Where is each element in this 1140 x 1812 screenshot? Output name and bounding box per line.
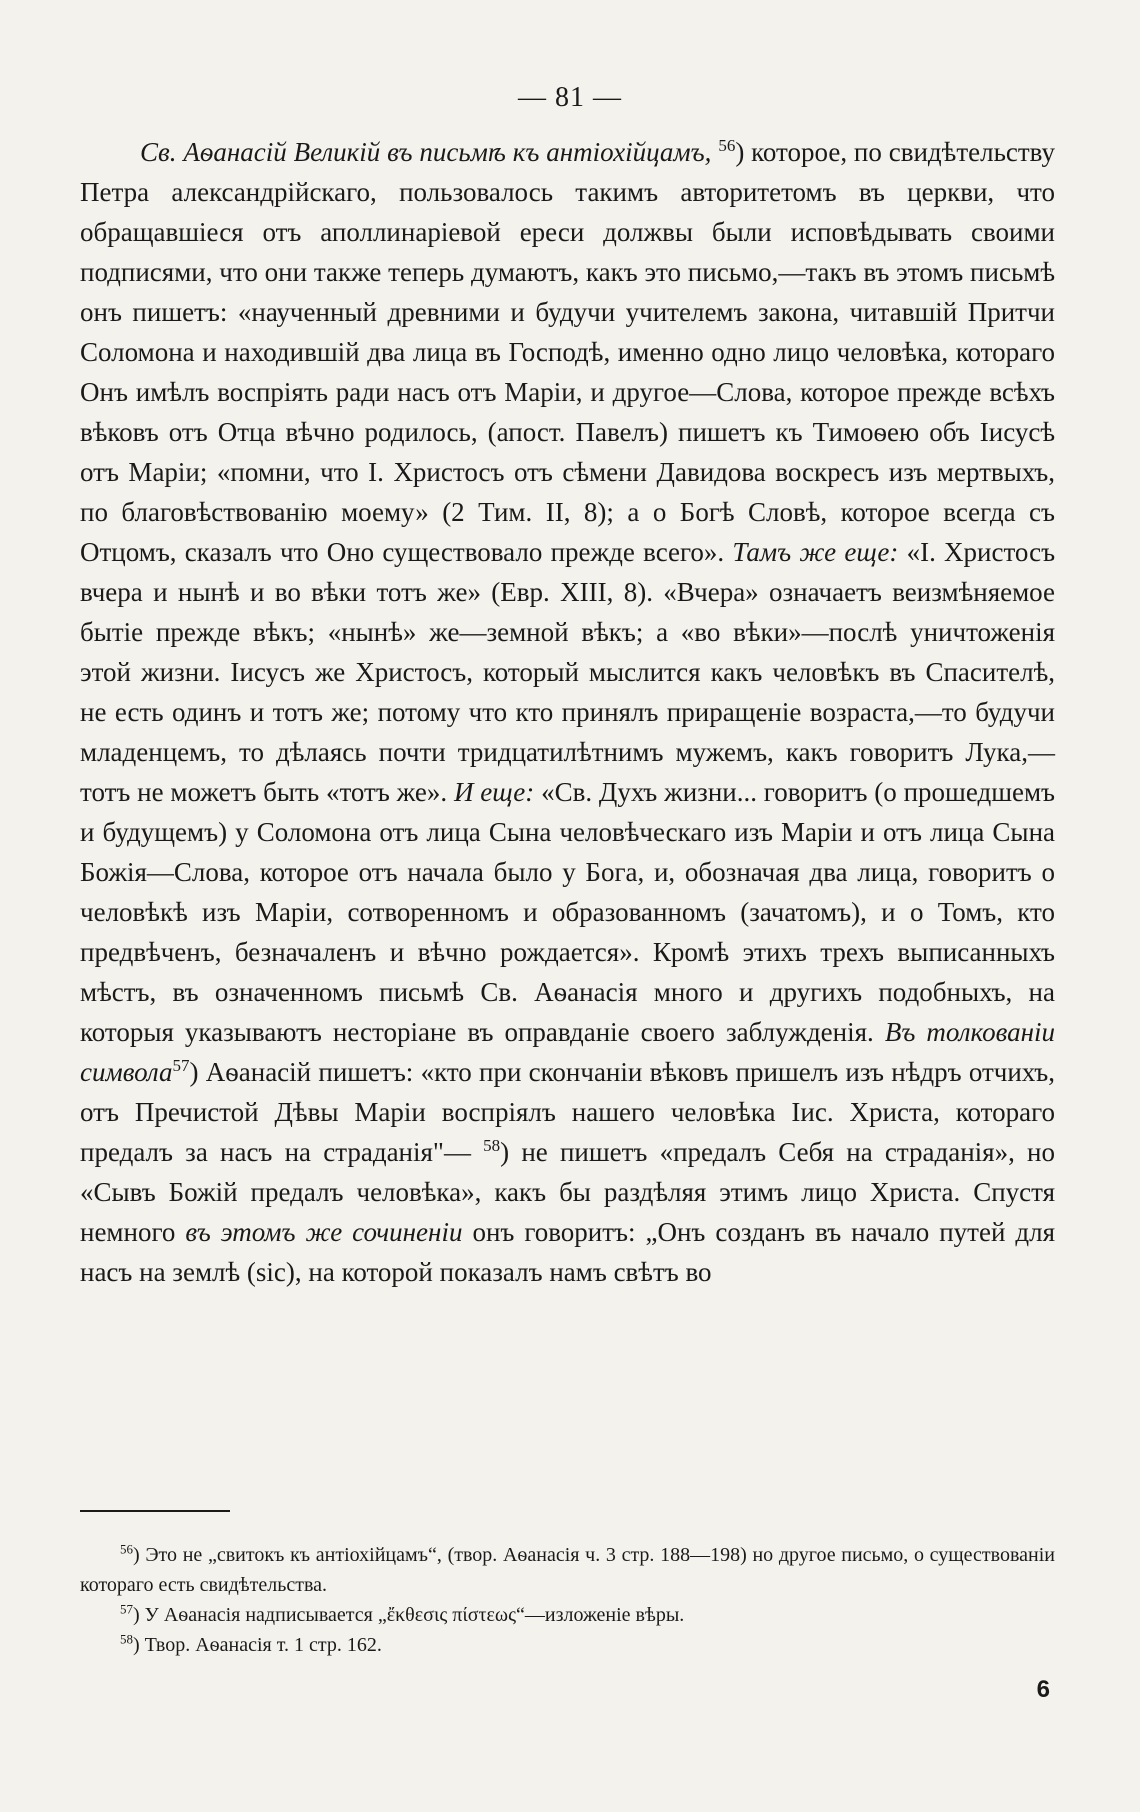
italic-phrase: Св. Аѳанасій Великій въ письмѣ къ антіохійцамъ,	[140, 137, 712, 167]
footnote-text: ) У Аѳанасія надписывается „ἔκθεσις πίστεως“—изложеніе вѣры.	[133, 1604, 685, 1626]
footnote-text: ) Это не „свитокъ къ антіохійцамъ“, (твор. Аѳанасія ч. 3 стр. 188—198) но другое письмо, о существованіи котораго есть свидѣтельства.	[80, 1544, 1055, 1596]
footnotes	[80, 1540, 1055, 1660]
footnote-text: ) Твор. Аѳанасія т. 1 стр. 162.	[133, 1634, 382, 1656]
italic-phrase: И еще:	[453, 777, 535, 807]
italic-phrase: въ этомъ же сочиненіи	[185, 1217, 463, 1247]
text-run: ) не пишетъ «предалъ Себя на страданія», но «Сывъ Божій предалъ человѣка», какъ бы раздѣляя этимъ лицо Христа. Спустя немного	[80, 1137, 1055, 1247]
footnote-ref: 57	[172, 1056, 190, 1075]
main-text	[80, 132, 1055, 1292]
text-run: ) Аѳанасій пишетъ: «кто при скончаніи вѣковъ пришелъ изъ нѣдръ отчихъ, отъ Пречистой Дѣвы Маріи воспріялъ нашего человѣка Іис. Христа, котораго предалъ за насъ на страданія"—	[80, 1057, 1055, 1167]
footnote-divider	[80, 1510, 230, 1512]
signature-mark: 6	[1036, 1676, 1050, 1703]
text-run: «І. Христосъ вчера и нынѣ и во вѣки тотъ же» (Евр. XIII, 8). «Вчера» означаетъ веизмѣняемое бытіе прежде вѣкъ; «нынѣ» же—земной вѣкъ; а «во вѣки»—послѣ уничтоженія этой жизни. Іисусъ же Христосъ, который мыслится какъ человѣкъ въ Спасителѣ, не есть одинъ и тотъ же; потому что кто принялъ приращеніе возраста,—то будучи младенцемъ, то дѣлаясь почти тридцатилѣтнимъ мужемъ, какъ говоритъ Лука,—тотъ не можетъ быть «тотъ же».	[80, 537, 1056, 807]
footnote	[80, 1600, 1055, 1630]
italic-phrase: Тамъ же еще:	[732, 537, 899, 567]
footnote-number: 58	[120, 1631, 133, 1647]
italic-phrase: Въ толкованіи символа	[80, 1017, 1056, 1087]
footnote-ref: 56	[718, 136, 736, 155]
page-number: — 81 —	[518, 82, 622, 113]
text-run: онъ говоритъ: „Онъ созданъ въ начало путей для насъ на землѣ (sic), на которой показалъ намъ свѣтъ во	[80, 1217, 1056, 1287]
footnote-number: 56	[120, 1541, 133, 1557]
main-paragraph	[80, 132, 1055, 1292]
text-run: «Св. Духъ жизни... говоритъ (о прошедшемъ и будущемъ) у Соломона отъ лица Сына человѣческаго изъ Маріи и отъ лица Сына Божія—Слова, которое отъ начала было у Бога, и, обозначая два лица, говоритъ о человѣкѣ изъ Маріи, сотворенномъ и образованномъ (зачатомъ), и о Томъ, кто предвѣченъ, безначаленъ и вѣчно рождается». Кромѣ этихъ трехъ выписанныхъ мѣстъ, въ означенномъ письмѣ Св. Аѳанасія много и другихъ подобныхъ, на которыя указываютъ несторіане въ оправданіе своего заблужденія.	[80, 777, 1056, 1047]
footnote-number: 57	[120, 1601, 133, 1617]
footnote	[80, 1630, 1055, 1660]
text-run: ) которое, по свидѣтельству Петра александрійскаго, пользовалось такимъ авторитетомъ въ церкви, что обращавшіеся отъ аполлинаріевой ереси должвы были исповѣдывать своими подписями, что они также теперь думаютъ, какъ это письмо,—такъ въ этомъ письмѣ онъ пишетъ: «наученный древними и будучи учителемъ закона, читавшій Притчи Соломона и находившій два лица въ Господѣ, именно одно лицо человѣка, котораго Онъ имѣлъ воспріять ради насъ отъ Маріи, и другое—Слова, которое прежде всѣхъ вѣковъ отъ Отца вѣчно родилось, (апост. Павелъ) пишетъ къ Тимоѳею объ Іисусѣ отъ Маріи; «помни, что І. Христосъ отъ сѣмени Давидова воскресъ изъ мертвыхъ, по благовѣствованію моему» (2 Тим. II, 8); а о Богѣ Словѣ, которое всегда съ Отцомъ, сказалъ что Оно существовало прежде всего».	[80, 137, 1055, 567]
footnote-ref: 58	[483, 1136, 501, 1155]
footnote	[80, 1540, 1055, 1600]
